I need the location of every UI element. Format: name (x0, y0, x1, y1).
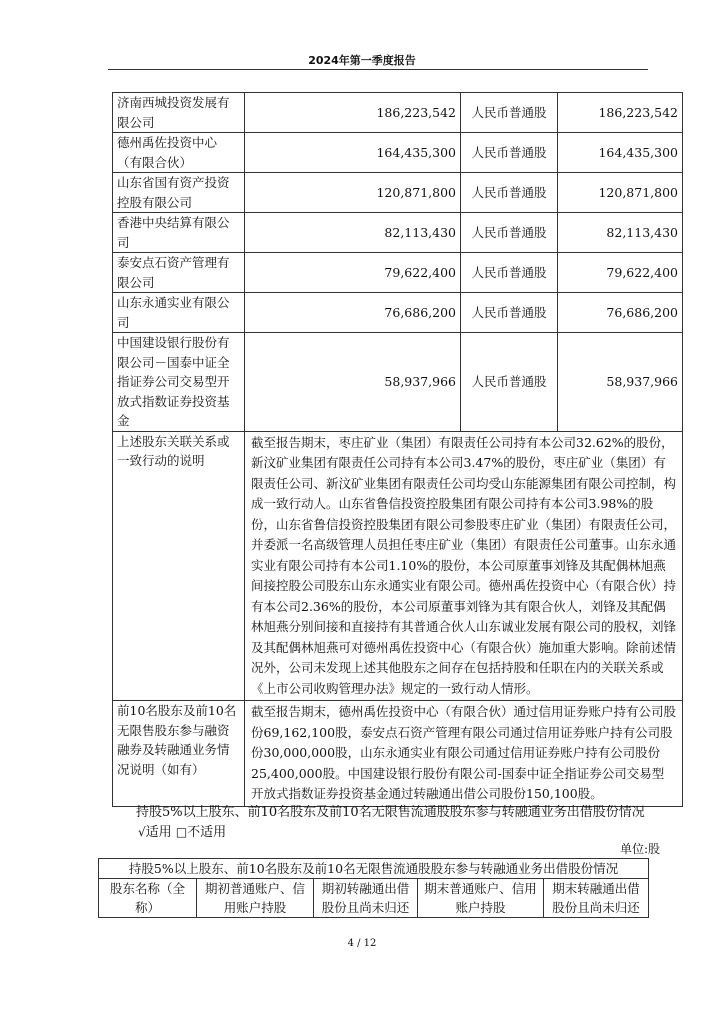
applicable-label: 适用 (145, 825, 172, 840)
applicability-options (138, 821, 226, 840)
lending-table (98, 858, 649, 918)
table-row (113, 253, 683, 293)
margin-description: 截至报告期末，德州禹佐投资中心（有限合伙）通过信用证券账户持有公司股份69,162,100股，泰安点石资产管理有限公司通过信用证券账户持有公司股份30,000,000股，山东永通实业有限公司通过信用证券账户持有公司股份25,400,000股。中国建设银行股份有限公司-国泰中证全指证券公司交易型开放式指数证券投资基金通过转融通出借公司股份150,100股。 (245, 701, 683, 807)
header-divider (108, 69, 648, 70)
unit-label: 单位:股 (620, 842, 661, 856)
shareholder-shares: 164,435,300 (245, 133, 461, 173)
shareholder-name: 中国建设银行股份有限公司－国泰中证全指证券公司交易型开放式指数证券投资基金 (113, 333, 245, 432)
share-class: 人民币普通股 (461, 253, 558, 293)
table-row (113, 431, 683, 701)
share-class: 人民币普通股 (461, 213, 558, 253)
column-header: 期初普通账户、信用账户持股 (197, 879, 314, 918)
share-count: 164,435,300 (558, 133, 683, 173)
shareholder-shares: 82,113,430 (245, 213, 461, 253)
share-class: 人民币普通股 (461, 293, 558, 333)
table-row (113, 701, 683, 807)
shareholder-shares: 186,223,542 (245, 93, 461, 133)
share-class: 人民币普通股 (461, 173, 558, 213)
shareholder-name: 山东省国有资产投资控股有限公司 (113, 173, 245, 213)
table-row (99, 859, 649, 879)
page-header: 2024年第一季度报告 (308, 54, 416, 67)
shareholder-shares: 58,937,966 (245, 333, 461, 432)
checkbox-icon: □ (175, 825, 188, 839)
not-applicable-label: 不适用 (187, 825, 227, 840)
shareholder-name: 香港中央结算有限公司 (113, 213, 245, 253)
share-class: 人民币普通股 (461, 93, 558, 133)
shareholder-name: 泰安点石资产管理有限公司 (113, 253, 245, 293)
shareholder-name: 德州禹佐投资中心（有限合伙） (113, 133, 245, 173)
share-class: 人民币普通股 (461, 133, 558, 173)
margin-label: 前10名股东及前10名无限售股东参与融资融券及转融通业务情况说明（如有） (113, 701, 245, 807)
check-icon: √ (138, 825, 146, 839)
page-number: 4 / 12 (347, 938, 377, 949)
table-row (113, 173, 683, 213)
share-count: 120,871,800 (558, 173, 683, 213)
share-count: 186,223,542 (558, 93, 683, 133)
table-row (113, 213, 683, 253)
related-label: 上述股东关联关系或一致行动的说明 (113, 431, 245, 701)
section-title: 持股5%以上股东、前10名股东及前10名无限售流通股股东参与转融通业务出借股份情况 (136, 805, 645, 820)
shareholder-table (112, 92, 683, 807)
shareholder-shares: 79,622,400 (245, 253, 461, 293)
shareholder-shares: 120,871,800 (245, 173, 461, 213)
share-count: 76,686,200 (558, 293, 683, 333)
table-header-row (99, 879, 649, 918)
shareholder-name: 济南西城投资发展有限公司 (113, 93, 245, 133)
share-count: 79,622,400 (558, 253, 683, 293)
shareholder-shares: 76,686,200 (245, 293, 461, 333)
share-count: 58,937,966 (558, 333, 683, 432)
lending-table-title: 持股5%以上股东、前10名股东及前10名无限售流通股股东参与转融通业务出借股份情况 (99, 859, 649, 879)
share-count: 82,113,430 (558, 213, 683, 253)
column-header: 期末普通账户、信用账户持股 (418, 879, 544, 918)
table-row (113, 133, 683, 173)
shareholder-name: 山东永通实业有限公司 (113, 293, 245, 333)
table-row (113, 293, 683, 333)
table-row (113, 333, 683, 432)
column-header: 股东名称（全称） (99, 879, 197, 918)
column-header: 期初转融通出借股份且尚未归还 (314, 879, 418, 918)
related-description: 截至报告期末，枣庄矿业（集团）有限责任公司持有本公司32.62%的股份，新汶矿业集团有限责任公司持有本公司3.47%的股份，枣庄矿业（集团）有限责任公司、新汶矿业集团有限责任公司均受山东能源集团有限公司控制，构成一致行动人。山东省鲁信投资控股集团有限公司持有本公司3.98%的股份，山东省鲁信投资控股集团有限公司参股枣庄矿业（集团）有限责任公司，并委派一名高级管理人员担任枣庄矿业（集团）有限责任公司董事。山东永通实业有限公司持有本公司1.10%的股份，本公司原董事刘锋及其配偶林旭燕间接控股公司股东山东永通实业有限公司。德州禹佐投资中心（有限合伙）持有本公司2.36%的股份，本公司原董事刘锋为其有限合伙人，刘锋及其配偶林旭燕分别间接和直接持有其普通合伙人山东诚业发展有限公司的股权，刘锋及其配偶林旭燕可对德州禹佐投资中心（有限合伙）施加重大影响。除前述情况外，公司未发现上述其他股东之间存在包括持股和任职在内的关联关系或《上市公司收购管理办法》规定的一致行动人情形。 (245, 431, 683, 701)
column-header: 期末转融通出借股份且尚未归还 (544, 879, 649, 918)
share-class: 人民币普通股 (461, 333, 558, 432)
table-row (113, 93, 683, 133)
